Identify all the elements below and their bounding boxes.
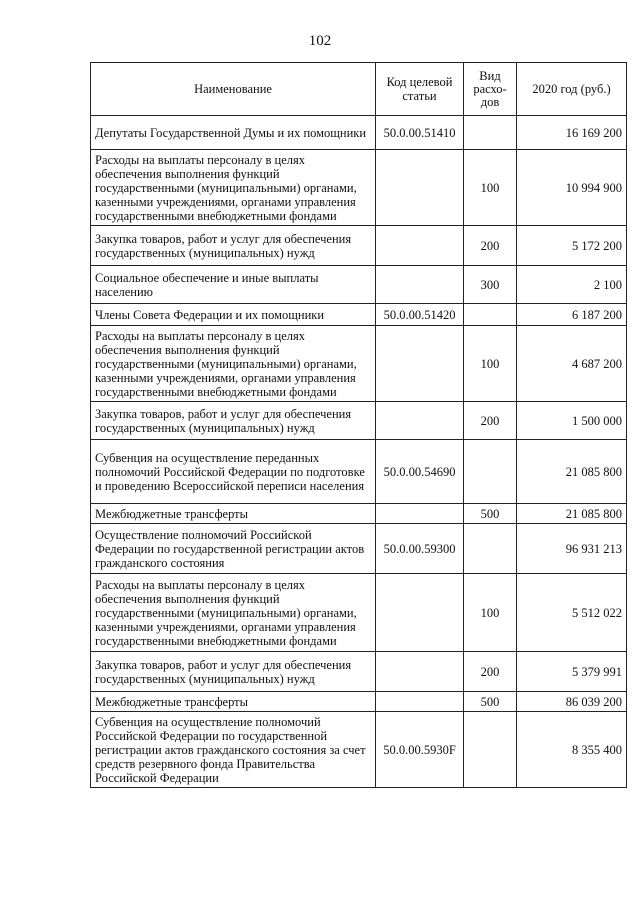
row-name: Закупка товаров, работ и услуг для обеспечения государственных (муниципальных) нужд [91,226,376,266]
table-row [91,304,627,326]
row-name: Расходы на выплаты персоналу в целях обеспечения выполнения функций государственными (муниципальными) органами, казенными учреждениями, органами управления государственными внебюджетными фондами [91,150,376,226]
row-sum: 6 187 200 [517,304,627,326]
header-sum: 2020 год (руб.) [517,63,627,116]
row-code [376,326,464,402]
row-kind: 100 [464,150,517,226]
row-kind: 200 [464,652,517,692]
row-name: Члены Совета Федерации и их помощники [91,304,376,326]
row-kind: 100 [464,574,517,652]
row-name: Субвенция на осуществление переданных полномочий Российской Федерации по подготовке и проведению Всероссийской переписи населения [91,440,376,504]
row-code [376,652,464,692]
table-row [91,150,627,226]
row-sum: 16 169 200 [517,116,627,150]
row-code [376,402,464,440]
row-sum: 21 085 800 [517,504,627,524]
row-code: 50.0.00.51410 [376,116,464,150]
row-sum: 5 379 991 [517,652,627,692]
row-name: Осуществление полномочий Российской Федерации по государственной регистрации актов гражданского состояния [91,524,376,574]
row-code: 50.0.00.54690 [376,440,464,504]
row-name: Межбюджетные трансферты [91,504,376,524]
table-row [91,266,627,304]
row-code [376,692,464,712]
row-kind: 100 [464,326,517,402]
row-name: Депутаты Государственной Думы и их помощники [91,116,376,150]
header-name: Наименование [91,63,376,116]
row-code [376,574,464,652]
table-row [91,652,627,692]
row-code [376,504,464,524]
row-name: Межбюджетные трансферты [91,692,376,712]
row-kind: 200 [464,226,517,266]
row-sum: 2 100 [517,266,627,304]
table-row [91,692,627,712]
row-sum: 96 931 213 [517,524,627,574]
row-sum: 5 172 200 [517,226,627,266]
row-name: Субвенция на осуществление полномочий Российской Федерации по государственной регистрации актов гражданского состояния за счет средств резервного фонда Правительства Российской Федерации [91,712,376,788]
header-code: Код целевой статьи [376,63,464,116]
row-code: 50.0.00.59300 [376,524,464,574]
table-row [91,574,627,652]
row-code: 50.0.00.51420 [376,304,464,326]
row-kind [464,524,517,574]
row-name: Расходы на выплаты персоналу в целях обеспечения выполнения функций государственными (муниципальными) органами, казенными учреждениями, органами управления государственными внебюджетными фондами [91,574,376,652]
table-row [91,226,627,266]
table-row [91,116,627,150]
table-row [91,524,627,574]
table-row [91,712,627,788]
table-row [91,440,627,504]
row-kind: 500 [464,692,517,712]
page-number: 102 [308,33,332,49]
row-sum: 1 500 000 [517,402,627,440]
header-kind: Вид расхо-дов [464,63,517,116]
row-name: Социальное обеспечение и иные выплаты населению [91,266,376,304]
row-sum: 86 039 200 [517,692,627,712]
row-code: 50.0.00.5930F [376,712,464,788]
row-kind [464,712,517,788]
budget-table [90,62,627,788]
row-code [376,226,464,266]
row-kind [464,440,517,504]
row-name: Расходы на выплаты персоналу в целях обеспечения выполнения функций государственными (муниципальными) органами, казенными учреждениями, органами управления государственными внебюджетными фондами [91,326,376,402]
row-kind: 500 [464,504,517,524]
row-sum: 21 085 800 [517,440,627,504]
row-sum: 5 512 022 [517,574,627,652]
row-kind [464,304,517,326]
table-row [91,402,627,440]
row-kind: 200 [464,402,517,440]
table-row [91,326,627,402]
row-code [376,266,464,304]
row-kind [464,116,517,150]
row-code [376,150,464,226]
row-name: Закупка товаров, работ и услуг для обеспечения государственных (муниципальных) нужд [91,652,376,692]
table-header-row [91,63,627,116]
row-sum: 10 994 900 [517,150,627,226]
table-row [91,504,627,524]
row-kind: 300 [464,266,517,304]
row-sum: 8 355 400 [517,712,627,788]
row-name: Закупка товаров, работ и услуг для обеспечения государственных (муниципальных) нужд [91,402,376,440]
row-sum: 4 687 200 [517,326,627,402]
